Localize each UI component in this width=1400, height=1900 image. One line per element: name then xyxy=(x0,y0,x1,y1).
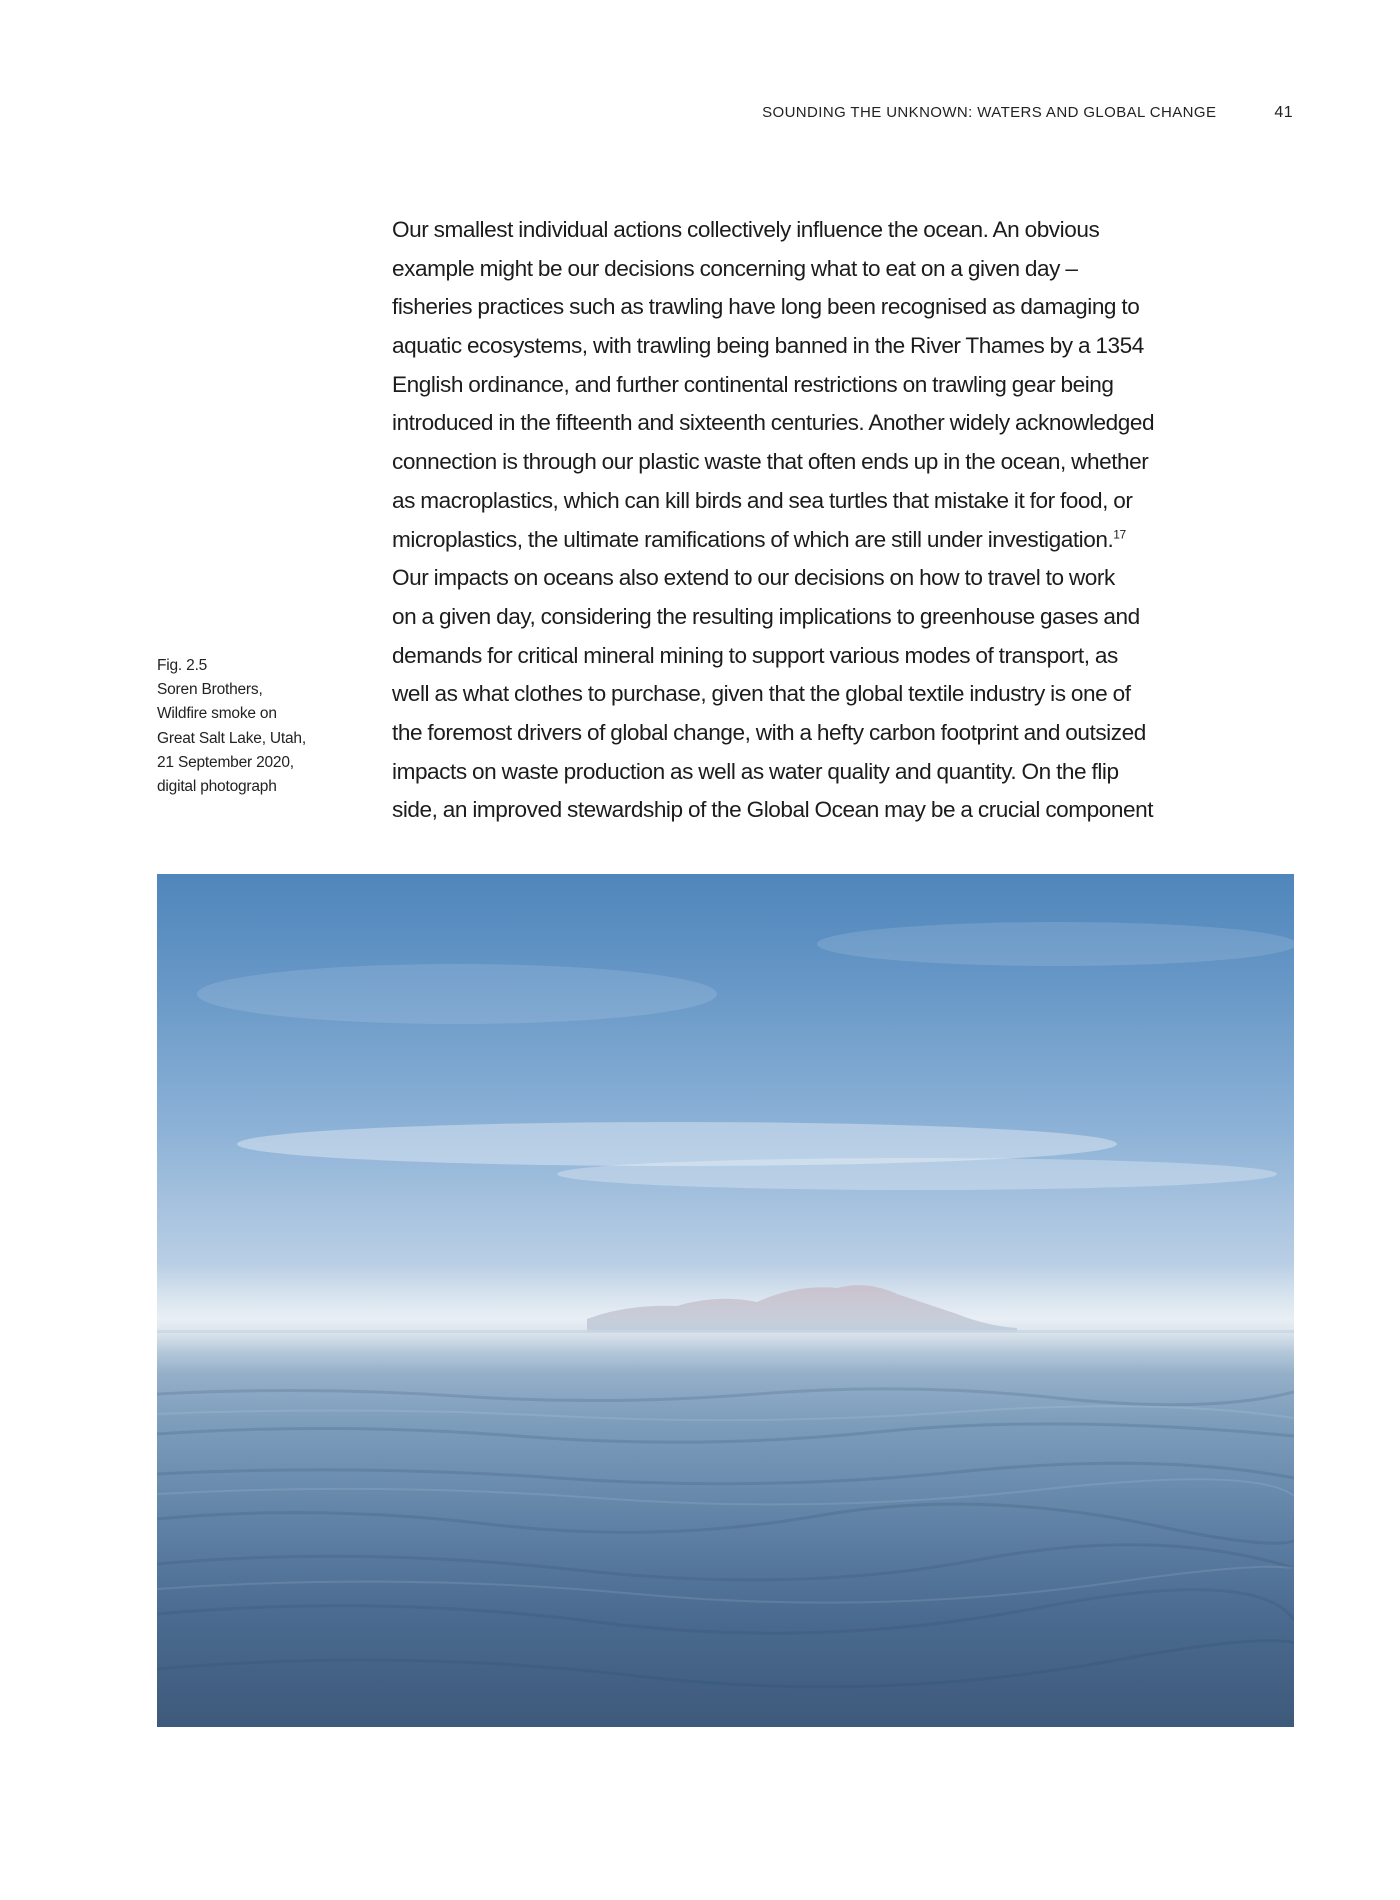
body-line: demands for critical mineral mining to support various modes of transport, as xyxy=(392,642,1118,668)
body-line: side, an improved stewardship of the Global Ocean may be a crucial component xyxy=(392,797,1154,823)
caption-location: Great Salt Lake, Utah, xyxy=(157,729,306,747)
body-line: Our impacts on oceans also extend to our decisions on how to travel to work xyxy=(392,565,1115,591)
body-line: on a given day, considering the resulting implications to greenhouse gases and xyxy=(392,603,1140,629)
caption-title: Wildfire smoke on xyxy=(157,705,277,723)
running-header xyxy=(600,104,1293,122)
body-line: aquatic ecosystems, with trawling being banned in the River Thames by a 1354 xyxy=(392,333,1144,359)
caption-medium: digital photograph xyxy=(157,778,277,796)
caption-author: Soren Brothers, xyxy=(157,681,263,699)
running-title: SOUNDING THE UNKNOWN: WATERS AND GLOBAL CHANGE xyxy=(762,104,1217,121)
body-line: impacts on waste production as well as water quality and quantity. On the flip xyxy=(392,758,1119,784)
body-line-with-footnote xyxy=(392,521,1297,560)
body-line: connection is through our plastic waste that often ends up in the ocean, whether xyxy=(392,449,1149,475)
body-line: English ordinance, and further continental restrictions on trawling gear being xyxy=(392,371,1114,397)
body-line: the foremost drivers of global change, with a hefty carbon footprint and outsized xyxy=(392,719,1146,745)
caption-date: 21 September 2020, xyxy=(157,753,294,771)
body-line: introduced in the fifteenth and sixteenth centuries. Another widely acknowledged xyxy=(392,410,1155,436)
body-line: well as what clothes to purchase, given that the global textile industry is one of xyxy=(392,681,1131,707)
body-line: as macroplastics, which can kill birds and sea turtles that mistake it for food, or xyxy=(392,487,1133,513)
body-paragraph xyxy=(392,211,1297,830)
body-line: fisheries practices such as trawling have long been recognised as damaging to xyxy=(392,294,1140,320)
page-number: 41 xyxy=(1274,104,1293,121)
caption-figure-number: Fig. 2.5 xyxy=(157,657,208,674)
footnote-reference[interactable]: 17 xyxy=(1113,526,1126,541)
body-line: example might be our decisions concerning what to eat on a given day – xyxy=(392,255,1078,281)
body-line-text: microplastics, the ultimate ramifications of which are still under investigation. xyxy=(392,526,1114,552)
figure-caption xyxy=(157,654,357,799)
lake-photograph-artwork xyxy=(157,874,1294,1727)
body-line: Our smallest individual actions collectively influence the ocean. An obvious xyxy=(392,217,1100,242)
lake-photograph xyxy=(157,874,1294,1727)
